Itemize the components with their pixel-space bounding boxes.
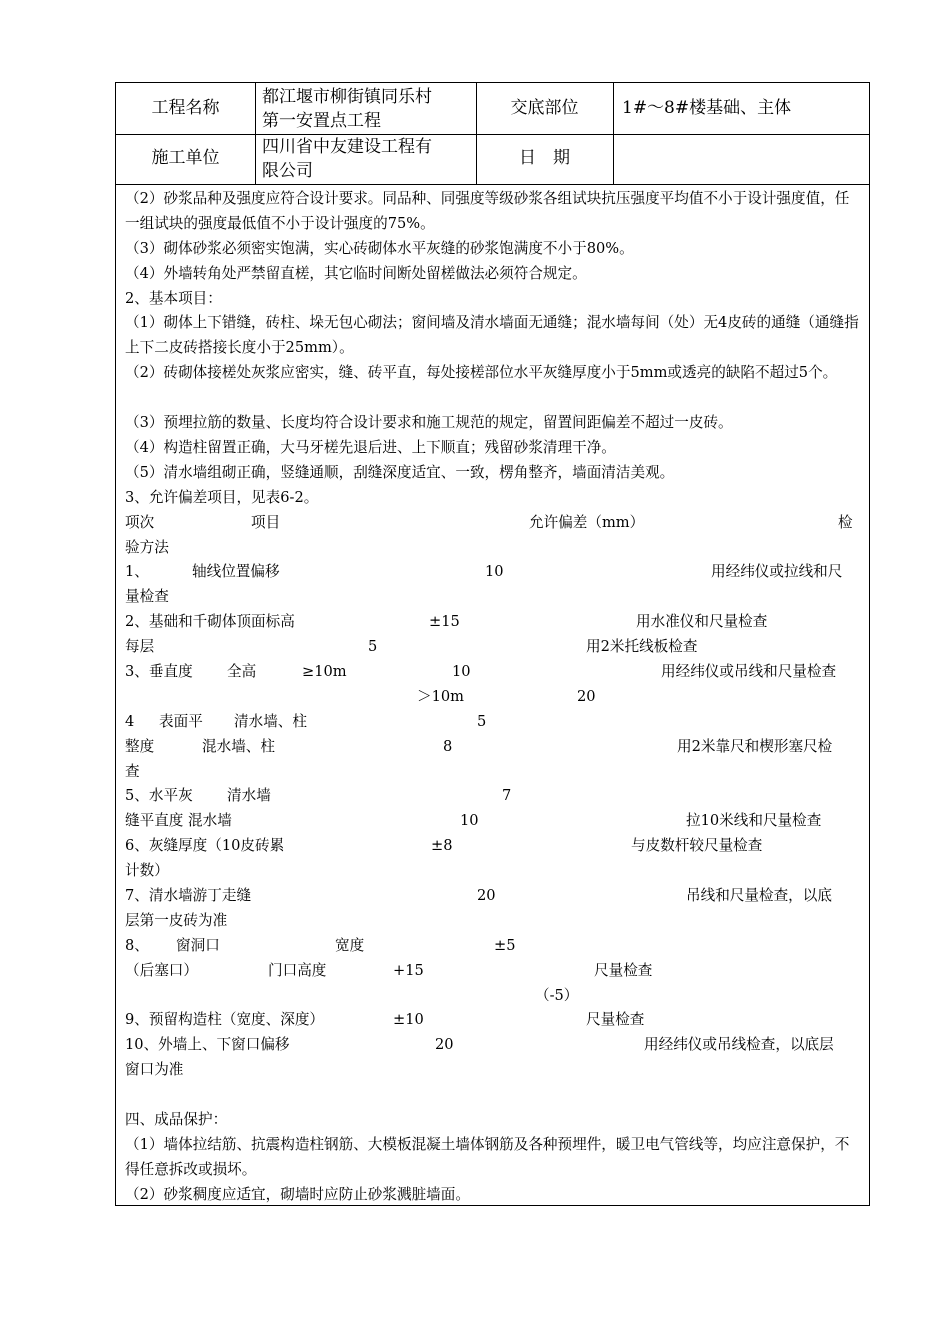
table-row: [125, 884, 863, 909]
table-cell: 全高: [227, 662, 257, 680]
table-row: [125, 1058, 863, 1083]
construction-unit-value: [262, 135, 474, 183]
paragraph: （2）砂浆品种及强度应符合设计要求。同品种、同强度等级砂浆各组试块抗压强度平均值不小于设计强度值，任一组试块的强度最低值不小于设计强度的75%。: [125, 190, 850, 232]
table-cell: 7、清水墙游丁走缝: [125, 886, 252, 904]
table-cell: ≥10m: [302, 662, 347, 680]
table-row: [125, 984, 863, 1009]
paragraph: （4）外墙转角处严禁留直槎，其它临时间断处留槎做法必须符合规定。: [125, 264, 587, 282]
table-cell: 量检查: [125, 588, 169, 606]
table-row: [125, 536, 863, 561]
table-cell: 整度: [125, 737, 155, 755]
table-cell: 吊线和尺量检查，以底: [686, 886, 832, 904]
table-row: [125, 859, 863, 884]
table-cell: 1、: [125, 563, 149, 581]
table-header-cell: 项次: [125, 513, 155, 531]
table-header-cell: 允许偏差（mm）: [529, 513, 645, 531]
table-header-cell: 项目: [251, 513, 281, 531]
table-row: [125, 909, 863, 934]
table-cell: 表面平: [159, 712, 203, 730]
table-cell: 10、外墙上、下窗口偏移: [125, 1036, 290, 1054]
construction-unit-line-2: 限公司: [262, 161, 313, 181]
table-row: [125, 809, 863, 834]
table-header-row: [125, 511, 863, 536]
table-row: [125, 1008, 863, 1033]
table-row: [125, 660, 863, 685]
table-cell: （后塞口）: [125, 961, 198, 979]
table-cell: 窗洞口: [176, 936, 220, 954]
table-cell: 拉10米线和尺量检查: [686, 812, 822, 830]
header-row-divider: [116, 134, 869, 135]
paragraph: （2）砂浆稠度应适宜，砌墙时应防止砂浆溅脏墙面。: [125, 1185, 470, 1203]
table-cell: 查: [125, 762, 140, 780]
project-name-line-2: 第一安置点工程: [262, 111, 381, 131]
table-cell: 5、水平灰: [125, 787, 193, 805]
disclosure-part-value: 1#～8#楼基础、主体: [622, 98, 792, 118]
section-heading: 2、基本项目：: [125, 289, 222, 307]
table-cell: 用2米托线板检查: [586, 638, 698, 656]
table-cell: 清水墙、柱: [234, 712, 307, 730]
table-row: [125, 760, 863, 785]
table-cell: 8、: [125, 936, 149, 954]
paragraph: （3）砌体砂浆必须密实饱满，实心砖砌体水平灰缝的砂浆饱满度不小于80%。: [125, 239, 634, 257]
table-cell: 8: [443, 737, 453, 755]
paragraph: （2）砖砌体接槎处灰浆应密实，缝、砖平直，每处接槎部位水平灰缝厚度小于5mm或透亮的缺陷不超过5个。: [125, 364, 838, 382]
table-cell: 10: [485, 563, 504, 581]
table-cell: 10: [452, 662, 471, 680]
paragraph: （3）预埋拉筋的数量、长度均符合设计要求和施工规范的规定，留置间距偏差不超过一皮砖。: [125, 414, 733, 432]
table-cell: 20: [577, 687, 596, 705]
table-cell: 7: [502, 787, 512, 805]
table-cell: 用2米靠尺和楔形塞尺检: [677, 737, 833, 755]
table-row: [125, 710, 863, 735]
table-cell: 5: [477, 712, 487, 730]
table-header-cell: 检: [838, 513, 853, 531]
table-row: [125, 934, 863, 959]
table-row: [125, 1033, 863, 1058]
construction-unit-label: 施工单位: [151, 148, 220, 168]
table-cell: ±10: [393, 1011, 424, 1029]
table-cell: 用水准仪和尺量检查: [636, 613, 768, 631]
table-row: [125, 585, 863, 610]
table-cell: 清水墙: [227, 787, 271, 805]
col-divider-3: [613, 83, 614, 184]
table-cell: ＞10m: [417, 687, 465, 705]
table-cell: 每层: [125, 638, 155, 656]
table-cell: 4: [125, 712, 135, 730]
table-cell: ±15: [429, 613, 460, 631]
table-cell: ±8: [431, 837, 453, 855]
paragraph: （1）墙体拉结筋、抗震构造柱钢筋、大模板混凝土墙体钢筋及各种预埋件，暖卫电气管线等，均应注意保护，不得任意拆改或损坏。: [125, 1135, 850, 1178]
table-cell: 2、基础和千砌体顶面标高: [125, 613, 295, 631]
table-cell: ±5: [494, 936, 516, 954]
table-cell: 3、垂直度: [125, 662, 193, 680]
table-cell: 验方法: [125, 538, 169, 556]
table-cell: 用经纬仪或吊线和尺量检查: [661, 662, 837, 680]
project-name-label: 工程名称: [151, 98, 220, 118]
table-cell: 20: [477, 886, 496, 904]
table-row: [125, 610, 863, 635]
table-cell: 20: [435, 1036, 454, 1054]
blank-line: [125, 1083, 863, 1108]
table-cell: 9、预留构造柱（宽度、深度）: [125, 1011, 325, 1029]
paragraph: （4）构造柱留置正确，大马牙槎先退后进、上下顺直；残留砂浆清理干净。: [125, 438, 616, 456]
table-row: [125, 959, 863, 984]
table-row: [125, 735, 863, 760]
table-row: [125, 560, 863, 585]
table-cell: 6、灰缝厚度（10皮砖累: [125, 837, 285, 855]
col-divider-1: [255, 83, 256, 184]
paragraph: （1）砌体上下错缝，砖柱、垛无包心砌法；窗间墙及清水墙面无通缝；混水墙每间（处）无4皮砖的通缝（通缝指上下二皮砖搭接长度小于25mm）。: [125, 314, 859, 357]
content-body: [125, 187, 863, 1208]
table-row: [125, 685, 863, 710]
table-cell: 尺量检查: [594, 961, 653, 979]
project-name-line-1: 都江堰市柳街镇同乐村: [262, 87, 432, 107]
table-cell: 尺量检查: [586, 1011, 645, 1029]
table-row: [125, 784, 863, 809]
table-cell: 10: [460, 812, 479, 830]
date-label: 日 期: [519, 148, 570, 168]
paragraph: （5）清水墙组砌正确，竖缝通顺，刮缝深度适宜、一致，楞角整齐，墙面清洁美观。: [125, 463, 675, 481]
table-row: [125, 635, 863, 660]
table-cell: 轴线位置偏移: [192, 563, 280, 581]
table-cell: 缝平直度 混水墙: [125, 812, 232, 830]
table-cell: 门口高度: [268, 961, 327, 979]
disclosure-form: [115, 82, 870, 1206]
table-cell: （-5）: [535, 986, 579, 1004]
table-cell: 层第一皮砖为准: [125, 911, 228, 929]
construction-unit-line-1: 四川省中友建设工程有: [262, 137, 432, 157]
table-cell: 混水墙、柱: [202, 737, 275, 755]
section-heading: 3、允许偏差项目，见表6-2。: [125, 488, 319, 506]
table-cell: +15: [393, 961, 424, 979]
table-cell: 窗口为准: [125, 1061, 184, 1079]
table-cell: 5: [368, 638, 378, 656]
header-bottom-divider: [116, 184, 869, 185]
table-row: [125, 834, 863, 859]
table-cell: 计数）: [125, 862, 169, 880]
project-name-value: [262, 85, 474, 133]
section-heading: 四、成品保护：: [125, 1111, 228, 1128]
disclosure-part-label: 交底部位: [510, 98, 579, 118]
table-cell: 宽度: [335, 936, 365, 954]
table-cell: 用经纬仪或吊线检查，以底层: [644, 1036, 834, 1054]
table-cell: 与皮数杆较尺量检查: [631, 837, 763, 855]
table-cell: 用经纬仪或拉线和尺: [711, 563, 843, 581]
